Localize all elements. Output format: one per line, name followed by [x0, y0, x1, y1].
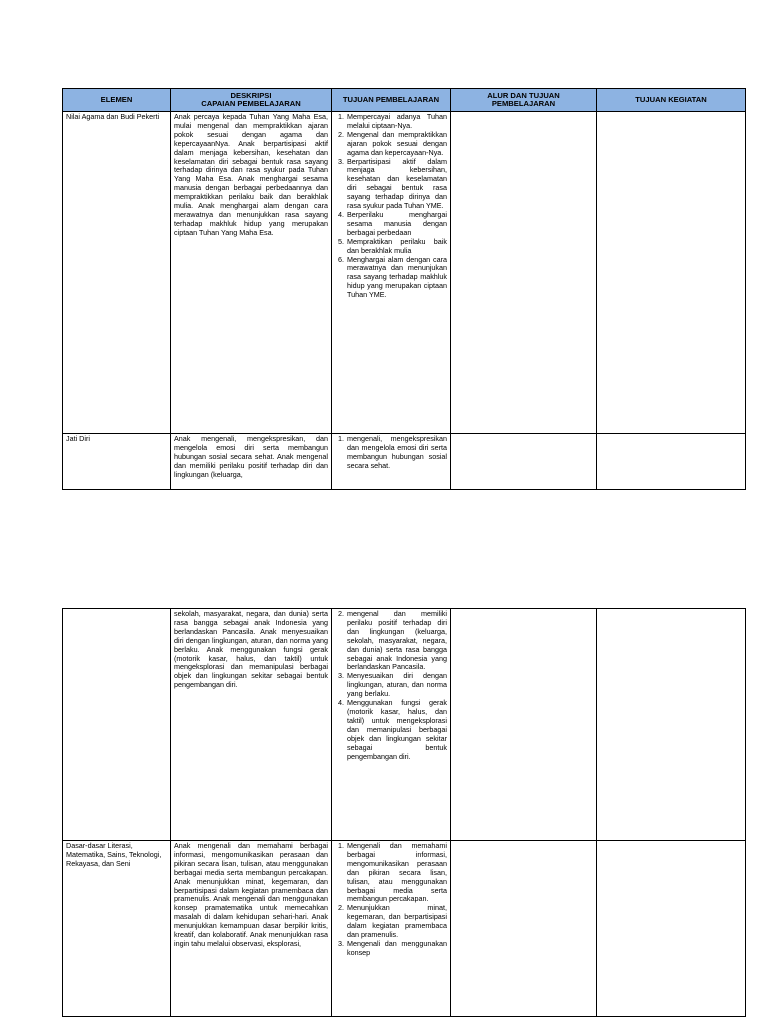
- header-elemen: ELEMEN: [63, 89, 171, 112]
- cell-tujuan: [332, 434, 451, 490]
- list-item: 3. Menyesuaikan diri dengan lingkungan, aturan, dan norma yang berlaku.: [346, 672, 447, 699]
- cell-tujuan-kegiatan: [597, 112, 746, 434]
- list-item: 1. Mengenali dan memahami berbagai informasi, mengomunikasikan perasaan dan pikiran secara lisan, tulisan, atau menggunakan berbagai media serta membangun percakapan.: [346, 842, 447, 904]
- document-page-2: [62, 608, 710, 1017]
- table-row: [63, 112, 746, 434]
- cell-tujuan: [332, 841, 451, 1017]
- list-item: 3. Mengenali dan menggunakan konsep: [346, 940, 447, 958]
- table-header-row: [63, 89, 746, 112]
- cell-alur: [451, 609, 597, 841]
- tujuan-list: [335, 113, 447, 300]
- list-item: 2. Menunjukkan minat, kegemaran, dan berpartisipasi dalam kegiatan pramembaca dan pramenulis.: [346, 904, 447, 940]
- header-alur: ALUR DAN TUJUAN PEMBELAJARAN: [451, 89, 597, 112]
- curriculum-table: [62, 88, 746, 490]
- cell-alur: [451, 112, 597, 434]
- cell-alur: [451, 434, 597, 490]
- cell-deskripsi: Anak mengenali, mengekspresikan, dan mengelola emosi diri serta membangun hubungan sosial secara sehat. Anak mengenal dan memiliki perilaku positif terhadap diri dan lingkungan (keluarga,: [171, 434, 332, 490]
- list-item: 6. Menghargai alam dengan cara merawatnya dan menunjukan rasa sayang terhadap makhluk hidup yang merupakan ciptaan Tuhan YME.: [346, 256, 447, 301]
- cell-elemen: Nilai Agama dan Budi Pekerti: [63, 112, 171, 434]
- cell-tujuan: [332, 112, 451, 434]
- table-row: [63, 841, 746, 1017]
- cell-tujuan-kegiatan: [597, 841, 746, 1017]
- table-row: [63, 609, 746, 841]
- cell-deskripsi: Anak mengenali dan memahami berbagai informasi, mengomunikasikan perasaan dan pikiran secara lisan, tulisan, atau menggunakan berbagai media serta membangun percakapan. Anak menunjukkan minat, kegemaran, dan berpartisipasi dalam kegiatan pramembaca dan pramenulis. Anak mengenali dan menggunakan konsep pramatematika untuk memecahkan masalah di dalam kehidupan sehari-hari. Anak menunjukkan kemampuan dasar berpikir kritis, kreatif, dan kolaboratif. Anak menunjukkan rasa ingin tahu melalui observasi, eksplorasi,: [171, 841, 332, 1017]
- cell-elemen: [63, 609, 171, 841]
- list-item: 5. Mempraktikan perilaku baik dan berakhlak mulia: [346, 238, 447, 256]
- list-item: 1. mengenali, mengekspresikan dan mengelola emosi diri serta membangun hubungan sosial secara sehat.: [346, 435, 447, 471]
- tujuan-list: [335, 842, 447, 958]
- curriculum-table-continued: [62, 608, 746, 1017]
- list-item: 1. Mempercayai adanya Tuhan melalui ciptaan-Nya.: [346, 113, 447, 131]
- list-item: 3. Berpartisipasi aktif dalam menjaga kebersihan, kesehatan dan keselamatan diri sebagai bentuk rasa sayang terhadap dirinya dan rasa syukur pada Tuhan YME.: [346, 158, 447, 211]
- cell-tujuan: [332, 609, 451, 841]
- header-deskripsi: DESKRIPSI CAPAIAN PEMBELAJARAN: [171, 89, 332, 112]
- cell-deskripsi: Anak percaya kepada Tuhan Yang Maha Esa, mulai mengenal dan mempraktikkan ajaran pokok sesuai dengan agama dan kepercayaanNya. Anak berpartisipasi aktif dalam menjaga kebersihan, kesehatan dan keselamatan diri sebagai bentuk rasa sayang terhadap dirinya dan rasa syukur pada Tuhan Yang Maha Esa. Anak menghargai sesama manusia dengan berbagai perbedaannya dan mempraktikkan perilaku baik dan berakhlak mulia. Anak menghargai alam dengan cara merawatnya dan menunjukkan rasa sayang terhadap makhluk hidup yang merupakan ciptaan Tuhan Yang Maha Esa.: [171, 112, 332, 434]
- list-item: 4. Menggunakan fungsi gerak (motorik kasar, halus, dan taktil) untuk mengeksplorasi dan memanipulasi berbagai objek dan lingkungan sekitar sebagai bentuk pengembangan diri.: [346, 699, 447, 761]
- table-row: [63, 434, 746, 490]
- cell-tujuan-kegiatan: [597, 609, 746, 841]
- tujuan-list: [335, 435, 447, 471]
- tujuan-list: [335, 610, 447, 761]
- cell-deskripsi: sekolah, masyarakat, negara, dan dunia) serta rasa bangga sebagai anak Indonesia yang berlandaskan Pancasila. Anak menyesuaikan diri dengan lingkungan, aturan, dan norma yang berlaku. Anak menggunakan fungsi gerak (motorik kasar, halus, dan taktil) untuk mengeksplorasi dan memanipulasi berbagai objek dan lingkungan sekitar sebagai bentuk pengembangan diri.: [171, 609, 332, 841]
- list-item: 2. mengenal dan memiliki perilaku positif terhadap diri dan lingkungan (keluarga, sekolah, masyarakat, negara, dan dunia) serta rasa bangga sebagai anak Indonesia yang berlandaskan Pancasila.: [346, 610, 447, 672]
- list-item: 2. Mengenal dan mempraktikkan ajaran pokok sesuai dengan agama dan kepercayaan-Nya.: [346, 131, 447, 158]
- header-tujuan-kegiatan: TUJUAN KEGIATAN: [597, 89, 746, 112]
- document-page-1: [62, 88, 710, 490]
- cell-elemen: Jati Diri: [63, 434, 171, 490]
- list-item: 4. Berperilaku menghargai sesama manusia dengan berbagai perbedaan: [346, 211, 447, 238]
- cell-alur: [451, 841, 597, 1017]
- cell-tujuan-kegiatan: [597, 434, 746, 490]
- cell-elemen: Dasar-dasar Literasi, Matematika, Sains, Teknologi, Rekayasa, dan Seni: [63, 841, 171, 1017]
- header-tujuan: TUJUAN PEMBELAJARAN: [332, 89, 451, 112]
